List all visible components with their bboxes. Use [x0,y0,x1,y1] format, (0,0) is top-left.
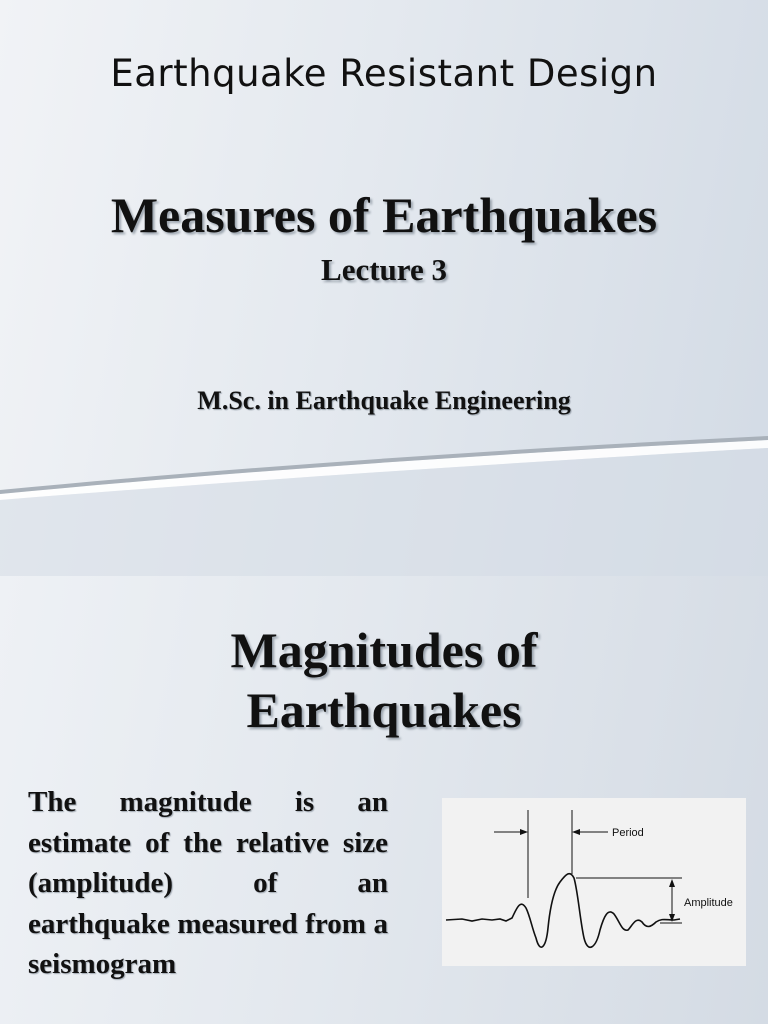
lecture-number: Lecture 3 [321,252,447,287]
seismogram-figure [442,798,746,966]
course-name: Earthquake Resistant Design [110,52,658,95]
seismogram-trace [446,874,680,948]
heading-line-1: Magnitudes of [230,622,538,678]
period-label: Period [612,827,644,839]
body-paragraph: The magnitude is an estimate of the relative size (amplitude) of an earthquake measured from a seismogram [28,786,388,980]
slide-title: Measures of Earthquakes [110,187,658,243]
heading-line-2: Earthquakes [246,682,522,738]
slide-heading [0,620,768,740]
content-slide [0,576,768,1024]
amplitude-label: Amplitude [684,897,733,909]
seismogram-diagram [442,798,746,966]
program-name: M.Sc. in Earthquake Engineering [197,386,571,415]
